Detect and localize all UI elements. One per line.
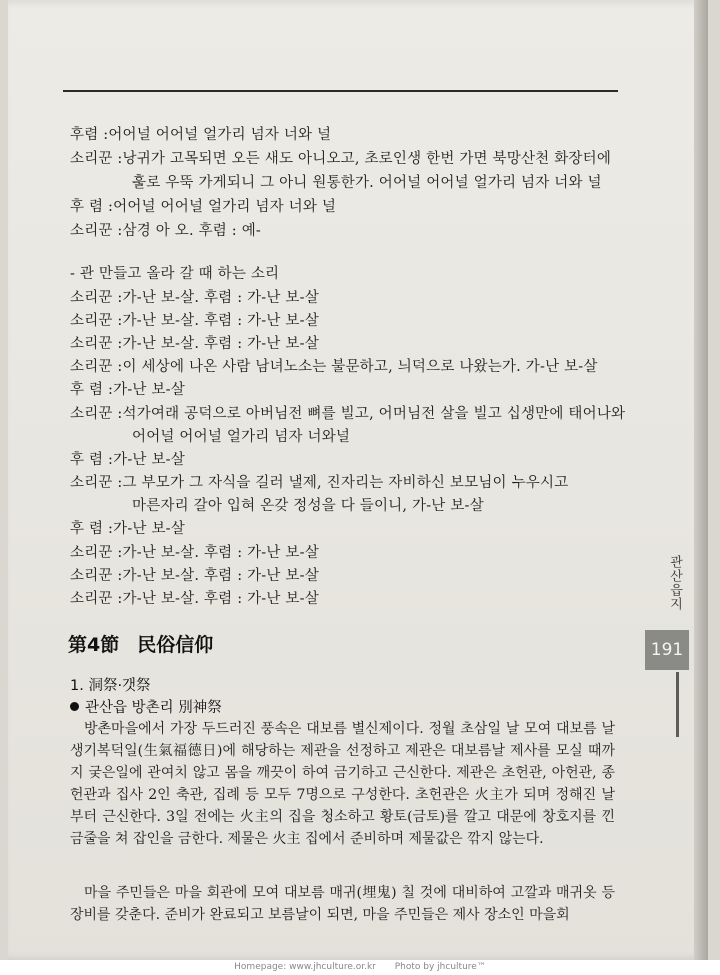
subsection-heading: 1. 洞祭·갯祭 [70, 678, 151, 694]
lyric-line: 소리꾼 :가-난 보-살. 후렴 : 가-난 보-살 [70, 290, 319, 306]
lyric-line: 소리꾼 :가-난 보-살. 후렴 : 가-난 보-살 [70, 545, 319, 561]
footer [0, 960, 720, 975]
lyric-line: 후렴 :어어널 어어널 얼가리 넘자 너와 널 [70, 127, 332, 143]
side-bar [676, 672, 679, 737]
lyric-line: 소리꾼 :삼경 아 오. 후렴 : 예- [70, 223, 262, 239]
lyric-line: 소리꾼 :가-난 보-살. 후렴 : 가-난 보-살 [70, 591, 319, 607]
lyric-line: 후 렴 :가-난 보-살 [70, 452, 185, 468]
bullet-icon [70, 702, 79, 711]
lyric-line: 소리꾼 :그 부모가 그 자식을 길러 낼제, 진자리는 자비하신 보모님이 누우시고 [70, 475, 569, 491]
lyric-line: 소리꾼 :가-난 보-살. 후렴 : 가-난 보-살 [70, 568, 319, 584]
bullet-heading: 관산읍 방촌리 別神祭 [70, 696, 222, 717]
footer-homepage: Homepage: www.jhculture.or.kr [234, 962, 376, 972]
footer-photo: Photo by jhculture™ [394, 962, 486, 972]
lyric-line: 소리꾼 :낭귀가 고목되면 오든 새도 아니오고, 초로인생 한번 가면 북망산천 화장터에 [70, 151, 612, 167]
body-paragraph: 방촌마을에서 가장 두드러진 풍속은 대보름 별신제이다. 정월 초삼일 날 모여 대보름 날 생기복덕일(生氣福德日)에 해당하는 제관을 선정하고 제관은 대보름날 제사를 모실 때까지 궂은일에 관여치 않고 몸을 깨끗이 하여 금기하고 근신한다. 제관은 초헌관, 아헌관, 종헌관과 집사 2인 축관, 집례 등 모두 7명으로 구성한다. 초헌관은 火主가 되며 정해진 날부터 근신한다. 3일 전에는 火主의 집을 청소하고 황토(금토)를 깔고 대문에 창호지를 낀 금줄을 쳐 잡인을 금한다. 제물은 火主 집에서 준비하며 제물값은 깎지 않는다. [70, 721, 615, 847]
body-paragraph: 마을 주민들은 마을 회관에 모여 대보름 매귀(埋鬼) 칠 것에 대비하여 고깔과 매귀옷 등 장비를 갖춘다. 준비가 완료되고 보름날이 되면, 마을 주민들은 제사 장소인 마을회 [70, 885, 615, 923]
page-edge [694, 0, 708, 960]
lyric-line: 소리꾼 :가-난 보-살. 후렴 : 가-난 보-살 [70, 313, 319, 329]
lyric-line: 소리꾼 :석가여래 공덕으로 아버님전 뼈를 빌고, 어머님전 살을 빌고 십생만에 태어나와 [70, 406, 626, 422]
lyric-line: 소리꾼 :가-난 보-살. 후렴 : 가-난 보-살 [70, 336, 319, 352]
lyric-line: 소리꾼 :이 세상에 나온 사람 남녀노소는 불문하고, 늬덕으로 나왔는가. 가-난 보-살 [70, 359, 598, 375]
chapter-side-label: 관산읍지 [667, 555, 682, 611]
lyric-line: 후 렴 :가-난 보-살 [70, 382, 185, 398]
lyric-line: 후 렴 :어어널 어어널 얼가리 넘자 너와 널 [70, 199, 337, 215]
lyric-line: 후 렴 :가-난 보-살 [70, 521, 185, 537]
book-page [8, 0, 708, 960]
lyric-line: 어어널 어어널 얼가리 넘자 너와널 [132, 429, 351, 445]
lyric-line: 훌로 우뚝 가게되니 그 아니 원통한가. 어어널 어어널 얼가리 넘자 너와 널 [132, 175, 602, 191]
header-rule [63, 90, 618, 92]
section-name: 民俗信仰 [137, 634, 214, 656]
page-number-box: 191 [645, 630, 689, 670]
lyric-section-heading: - 관 만들고 올라 갈 때 하는 소리 [70, 266, 280, 282]
section-number: 第4節 [68, 634, 120, 656]
lyric-line: 마른자리 갈아 입혀 온갖 정성을 다 들이니, 가-난 보-살 [132, 498, 484, 514]
section-title [68, 630, 213, 657]
